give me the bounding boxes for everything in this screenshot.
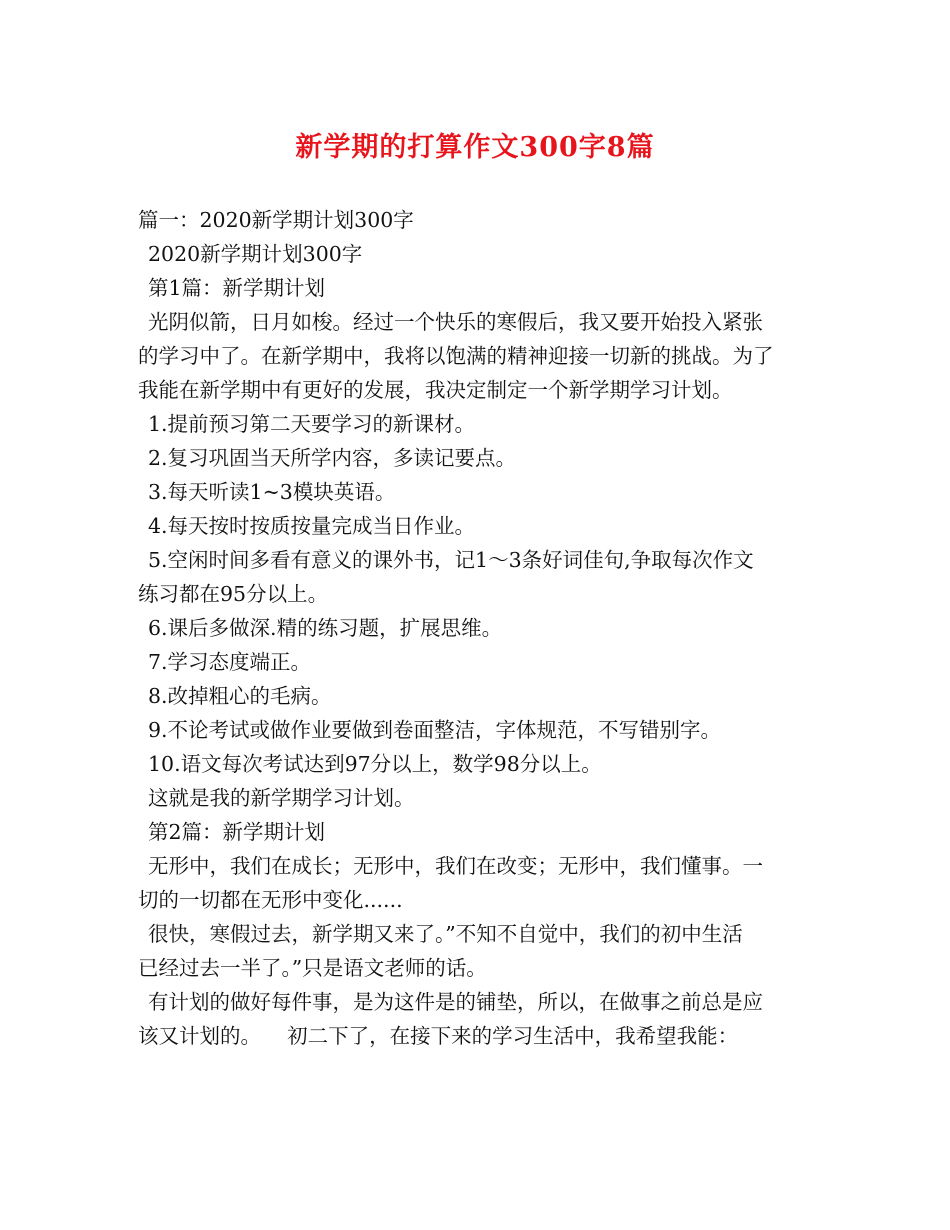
subheading: 2020新学期计划300字 [148, 242, 363, 266]
article-heading: 第2篇：新学期计划 [148, 820, 326, 844]
list-item: 6.课后多做深.精的练习题，扩展思维。 [148, 616, 503, 640]
document-title: 新学期的打算作文300字8篇 [295, 132, 655, 163]
paragraph-line: 这就是我的新学期学习计划。 [148, 786, 415, 810]
list-item: 2.复习巩固当天所学内容，多读记要点。 [148, 446, 517, 470]
list-item: 1.提前预习第二天要学习的新课材。 [148, 412, 476, 436]
list-item: 7.学习态度端正。 [148, 650, 312, 674]
paragraph-line: 光阴似箭，日月如梭。经过一个快乐的寒假后，我又要开始投入紧张 [148, 310, 763, 334]
paragraph-line: 切的一切都在无形中变化...... [138, 888, 403, 912]
list-item: 8.改掉粗心的毛病。 [148, 684, 332, 708]
paragraph-line: 该又计划的。 初二下了，在接下来的学习生活中，我希望我能： [138, 1024, 739, 1048]
list-item: 4.每天按时按质按量完成当日作业。 [148, 514, 476, 538]
article-heading: 第1篇：新学期计划 [148, 276, 326, 300]
list-item: 3.每天听读1~3模块英语。 [148, 480, 396, 504]
paragraph-line: 无形中，我们在成长；无形中，我们在改变；无形中，我们懂事。一 [148, 854, 763, 878]
list-item: 10.语文每次考试达到97分以上，数学98分以上。 [148, 752, 602, 776]
list-item-continuation: 练习都在95分以上。 [138, 582, 329, 606]
section-heading: 篇一：2020新学期计划300字 [138, 208, 414, 232]
document-body [138, 203, 828, 1053]
list-item: 9.不论考试或做作业要做到卷面整洁，字体规范，不写错别字。 [148, 718, 722, 742]
paragraph-line: 有计划的做好每件事，是为这件是的铺垫，所以，在做事之前总是应 [148, 990, 763, 1014]
paragraph-line: 我能在新学期中有更好的发展，我决定制定一个新学期学习计划。 [138, 378, 733, 402]
paragraph-line: 很快，寒假过去，新学期又来了。”不知不自觉中，我们的初中生活 [148, 922, 743, 946]
paragraph-line: 已经过去一半了。”只是语文老师的话。 [138, 956, 487, 980]
paragraph-line: 的学习中了。在新学期中，我将以饱满的精神迎接一切新的挑战。为了 [138, 344, 774, 368]
list-item: 5.空闲时间多看有意义的课外书，记1～3条好词佳句,争取每次作文 [148, 548, 754, 572]
